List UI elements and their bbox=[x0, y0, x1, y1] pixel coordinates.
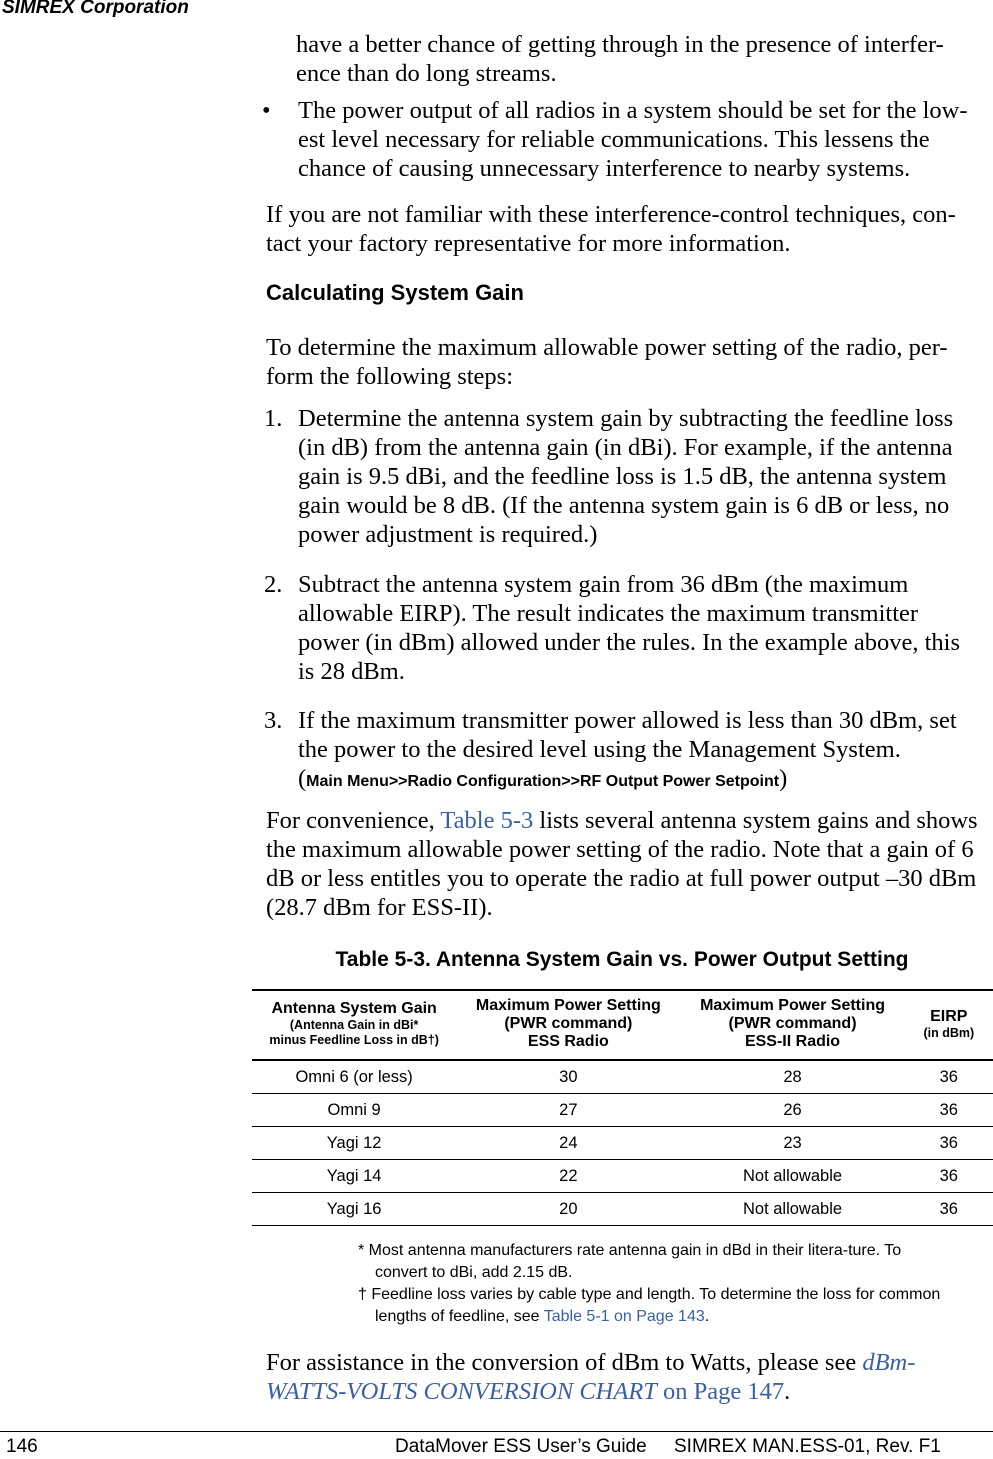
table-footnotes bbox=[358, 1240, 958, 1328]
header-main: EIRP bbox=[930, 1007, 968, 1025]
continuation-text: have a better chance of getting through in the presence of interfer-ence than do long streams. bbox=[296, 31, 944, 87]
step-3 bbox=[264, 706, 980, 796]
text-segment: † Feedline loss varies by cable type and length. To determine the loss for common lengths of feedline, see bbox=[358, 1286, 941, 1325]
menu-path-close: ) bbox=[779, 765, 788, 792]
text-segment: . bbox=[784, 1378, 791, 1405]
footnote-dagger bbox=[358, 1284, 958, 1328]
text-segment: For assistance in the conversion of dBm to Watts, please see bbox=[266, 1349, 863, 1376]
step-text: If the maximum transmitter power allowed is less than 30 dBm, set the power to the desired level using the Management System. bbox=[298, 707, 957, 763]
header-line: ESS Radio bbox=[527, 1033, 609, 1050]
cell-antenna: Omni 9 bbox=[252, 1094, 456, 1127]
header-ess2-power bbox=[680, 990, 904, 1060]
menu-path: Main Menu>>Radio Configuration>>RF Output Power Setpoint bbox=[306, 773, 780, 790]
footer-title: DataMover ESS User’s Guide bbox=[395, 1436, 647, 1457]
gain-table bbox=[252, 989, 993, 1226]
header-sub: minus Feedline Loss in dB†) bbox=[269, 1033, 439, 1047]
paragraph-convenience bbox=[266, 806, 986, 922]
header-sub: (Antenna Gain in dBi* bbox=[289, 1018, 419, 1032]
step-number: 2. bbox=[264, 571, 283, 598]
header-ess-power bbox=[456, 990, 680, 1060]
header-company: SIMREX Corporation bbox=[2, 0, 189, 18]
cell-ess2: Not allowable bbox=[680, 1193, 904, 1226]
header-line: Maximum Power Setting bbox=[700, 997, 885, 1014]
header-antenna-gain bbox=[252, 990, 456, 1060]
step-text: Determine the antenna system gain by subtracting the feedline loss (in dB) from the antenna gain (in dBi). For example, if the antenna gain is 9.5 dBi, and the feedline loss is 1.5 dB, the antenna system gain would be 8 dB. (If the antenna system gain is 6 dB or less, no power adjustment is required.) bbox=[298, 405, 954, 548]
cell-antenna: Yagi 12 bbox=[252, 1127, 456, 1160]
table-row bbox=[252, 1060, 993, 1094]
table-row bbox=[252, 1193, 993, 1226]
cell-eirp: 36 bbox=[905, 1060, 993, 1094]
table-row bbox=[252, 1127, 993, 1160]
cell-eirp: 36 bbox=[905, 1193, 993, 1226]
step-number: 3. bbox=[264, 707, 283, 734]
table-5-1-link[interactable]: Table 5-1 on Page 143 bbox=[543, 1308, 705, 1325]
cell-ess: 30 bbox=[456, 1060, 680, 1094]
paragraph-assist bbox=[266, 1348, 981, 1406]
cell-ess: 27 bbox=[456, 1094, 680, 1127]
table-title: Table 5-3. Antenna System Gain vs. Power Output Setting bbox=[335, 948, 909, 971]
cell-eirp: 36 bbox=[905, 1127, 993, 1160]
header-line: Maximum Power Setting bbox=[475, 997, 661, 1014]
cell-ess2: 23 bbox=[680, 1127, 904, 1160]
cell-antenna: Yagi 16 bbox=[252, 1193, 456, 1226]
section-heading: Calculating System Gain bbox=[266, 280, 524, 305]
table-header-row bbox=[252, 990, 993, 1060]
bullet-text: The power output of all radios in a system should be set for the low-est level necessary for reliable communications. This lessens the chance of causing unnecessary interference to nearby systems. bbox=[298, 97, 968, 182]
bullet-item bbox=[262, 96, 978, 183]
header-sub: (in dBm) bbox=[923, 1025, 975, 1040]
cell-antenna: Yagi 14 bbox=[252, 1160, 456, 1193]
text-segment: . bbox=[704, 1308, 710, 1325]
table-row bbox=[252, 1094, 993, 1127]
conversion-chart-link-page[interactable]: on Page 147 bbox=[656, 1378, 785, 1405]
cell-ess2: 26 bbox=[680, 1094, 904, 1127]
cell-ess2: 28 bbox=[680, 1060, 904, 1094]
footnote-star: * Most antenna manufacturers rate antenna gain in dBd in their litera-ture. To convert to dBi, add 2.15 dB. bbox=[358, 1242, 902, 1281]
footer-page-number: 146 bbox=[6, 1436, 38, 1457]
header-line: ESS-II Radio bbox=[744, 1033, 841, 1050]
footer-doc-id: SIMREX MAN.ESS-01, Rev. F1 bbox=[674, 1436, 941, 1457]
bullet-icon: • bbox=[262, 97, 271, 124]
cell-ess2: Not allowable bbox=[680, 1160, 904, 1193]
table-row bbox=[252, 1160, 993, 1193]
cell-ess: 22 bbox=[456, 1160, 680, 1193]
footer-rule bbox=[0, 1431, 993, 1432]
text-segment: For convenience, bbox=[266, 807, 441, 834]
header-line: (PWR command) bbox=[504, 1015, 633, 1032]
table-5-3-link[interactable]: Table 5-3 bbox=[440, 807, 534, 834]
step-text-block bbox=[298, 706, 980, 796]
step-1 bbox=[264, 404, 980, 549]
cell-eirp: 36 bbox=[905, 1094, 993, 1127]
step-2 bbox=[264, 570, 980, 686]
paragraph-intro: To determine the maximum allowable power setting of the radio, per-form the following steps: bbox=[266, 334, 948, 390]
header-main: Antenna System Gain bbox=[271, 1000, 437, 1017]
cell-antenna: Omni 6 (or less) bbox=[252, 1060, 456, 1094]
menu-path-open: ( bbox=[298, 765, 307, 792]
step-number: 1. bbox=[264, 405, 283, 432]
cell-eirp: 36 bbox=[905, 1160, 993, 1193]
header-line: (PWR command) bbox=[728, 1015, 857, 1032]
cell-ess: 24 bbox=[456, 1127, 680, 1160]
step-text: Subtract the antenna system gain from 36 dBm (the maximum allowable EIRP). The result indicates the maximum transmitter power (in dBm) allowed under the rules. In the example above, this is 28 dBm. bbox=[298, 571, 960, 685]
paragraph-contact: If you are not familiar with these interference-control techniques, con-tact your factory representative for more information. bbox=[266, 201, 956, 257]
cell-ess: 20 bbox=[456, 1193, 680, 1226]
conversion-chart-link-title[interactable]: dBm-WATTS-VOLTS CONVERSION CHART bbox=[266, 1349, 916, 1405]
header-eirp bbox=[905, 990, 993, 1060]
text-segment: lists several antenna system gains and shows the maximum allowable power setting of the radio. Note that a gain of 6 dB or less entitles you to operate the radio at full power output –30 dBm (28.7 dBm for ESS-II). bbox=[266, 807, 978, 921]
